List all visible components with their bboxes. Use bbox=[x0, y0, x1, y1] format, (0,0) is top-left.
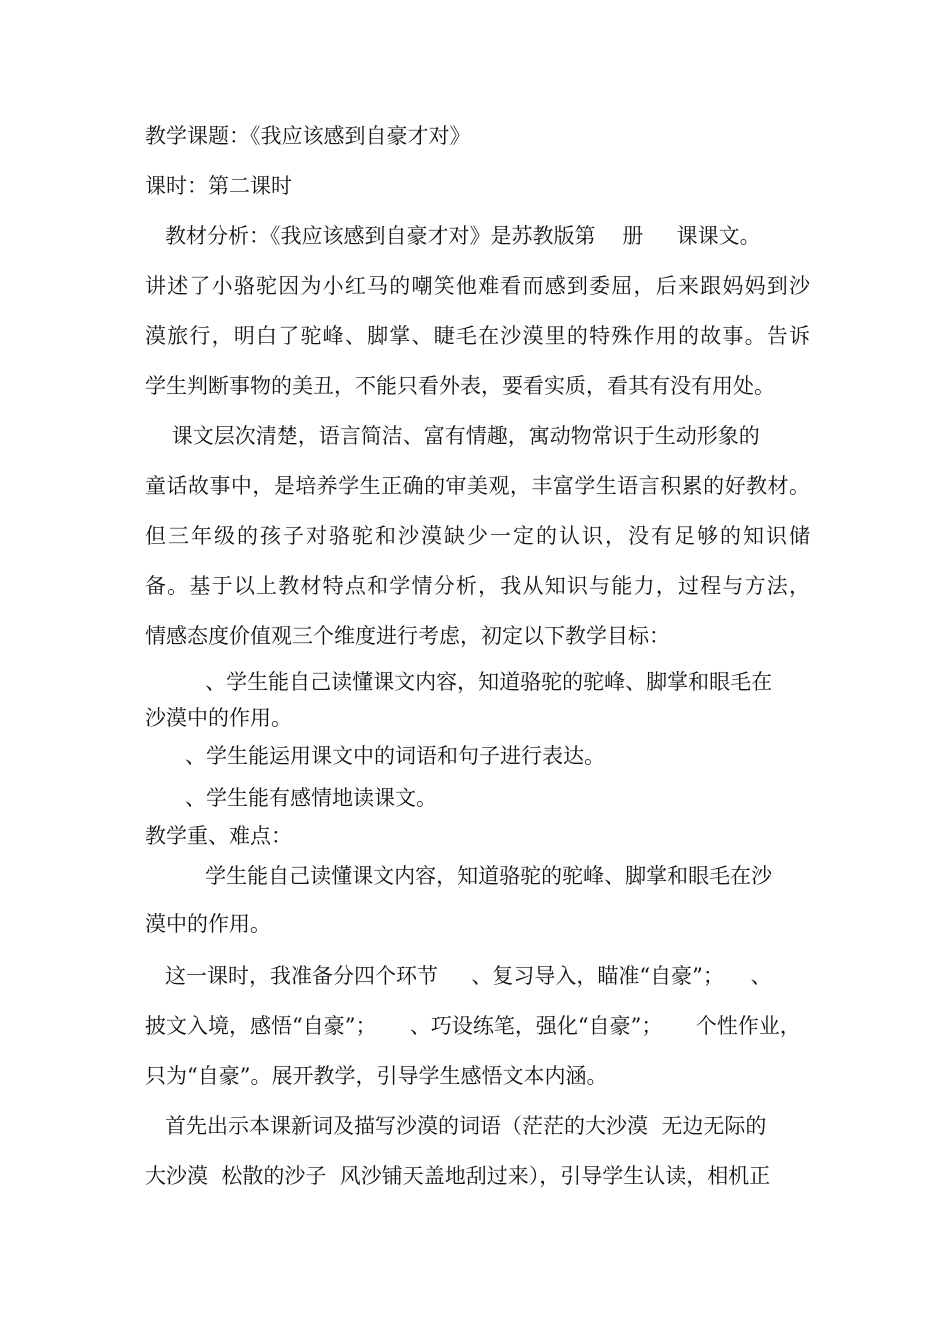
lesson-title: 教学课题：《我应该感到自豪才对》 bbox=[145, 124, 471, 148]
text-line: 教材分析：《我应该感到自豪才对》是苏教版第 册 课课文。 bbox=[145, 224, 761, 248]
text-line: 披文入境，感悟“自豪”； 、巧设练笔，强化“自豪”； 个性作业， bbox=[145, 1014, 801, 1038]
text-line: 童话故事中，是培养学生正确的审美观，丰富学生语言积累的好教材。 bbox=[145, 474, 810, 498]
goal-item: 、学生能有感情地读课文。 bbox=[145, 786, 438, 810]
goal-item-continued: 沙漠中的作用。 bbox=[145, 706, 292, 730]
text-line: 只为“自豪”。展开教学，引导学生感悟文本内涵。 bbox=[145, 1064, 608, 1088]
lesson-period: 课时：第二课时 bbox=[145, 174, 292, 198]
text-line: 大沙漠 松散的沙子 风沙铺天盖地刮过来），引导学生认读，相机正 bbox=[145, 1164, 771, 1188]
text-line: 学生判断事物的美丑，不能只看外表，要看实质，看其有没有用处。 bbox=[145, 374, 775, 398]
text-line: 学生能自己读懂课文内容，知道骆驼的驼峰、脚掌和眼毛在沙 bbox=[145, 864, 773, 888]
text-line: 这一课时，我准备分四个环节 、复习导入，瞄准“自豪”； 、 bbox=[145, 964, 772, 988]
text-line: 漠中的作用。 bbox=[145, 912, 271, 936]
text-line: 情感态度价值观三个维度进行考虑，初定以下教学目标： bbox=[145, 624, 670, 648]
section-heading: 教学重、难点： bbox=[145, 824, 292, 848]
text-line: 课文层次清楚，语言简洁、富有情趣，寓动物常识于生动形象的 bbox=[145, 424, 760, 448]
text-line: 漠旅行，明白了驼峰、脚掌、睫毛在沙漠里的特殊作用的故事。告诉 bbox=[145, 324, 810, 348]
text-line: 首先出示本课新词及描写沙漠的词语（茫茫的大沙漠 无边无际的 bbox=[145, 1114, 767, 1138]
text-line: 备。基于以上教材特点和学情分析，我从知识与能力，过程与方法， bbox=[145, 574, 810, 598]
goal-item: 、学生能自己读懂课文内容，知道骆驼的驼峰、脚掌和眼毛在 bbox=[145, 670, 773, 694]
text-line: 讲述了小骆驼因为小红马的嘲笑他难看而感到委屈，后来跟妈妈到沙 bbox=[145, 274, 810, 298]
goal-item: 、学生能运用课文中的词语和句子进行表达。 bbox=[145, 744, 606, 768]
text-line: 但三年级的孩子对骆驼和沙漠缺少一定的认识，没有足够的知识储 bbox=[145, 524, 810, 548]
